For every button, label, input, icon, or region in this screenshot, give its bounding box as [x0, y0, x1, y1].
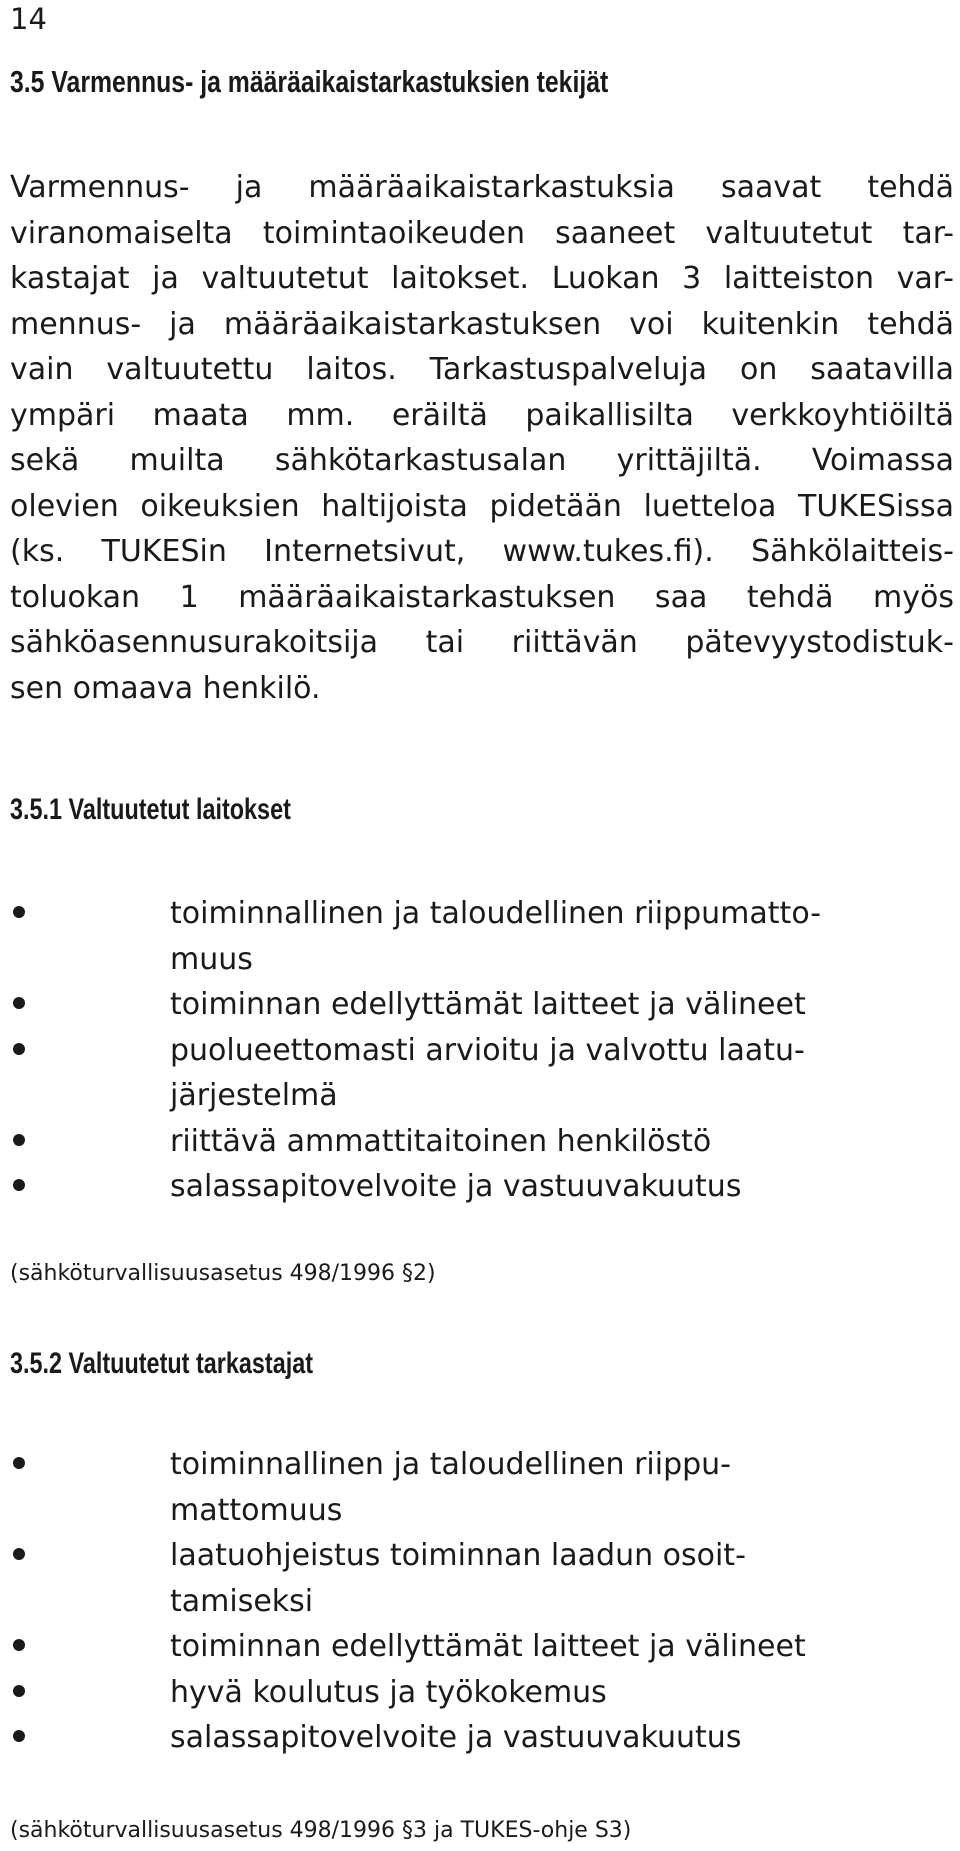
bullet-icon	[13, 1043, 25, 1055]
list-item	[10, 1670, 954, 1716]
body-line: mennus- ja määräaikaistarkastuksen voi kuitenkin tehdä	[10, 306, 954, 342]
list-item	[10, 1119, 954, 1165]
bullet-list-laitokset	[10, 891, 954, 1210]
body-line: kastajat ja valtuutetut laitokset. Luokan 3 laitteiston var-	[10, 261, 954, 296]
legal-reference: (sähköturvallisuusasetus 498/1996 §3 ja TUKES-ohje S3)	[10, 1818, 632, 1843]
bullet-icon	[13, 1639, 25, 1651]
bullet-icon	[13, 1730, 25, 1742]
bullet-icon	[13, 1457, 25, 1469]
list-item	[10, 1624, 954, 1670]
list-item	[10, 1164, 954, 1210]
list-item	[10, 1442, 954, 1533]
list-item	[10, 1533, 954, 1624]
list-item-text: puolueettomasti arvioitu ja valvottu laatu-järjestelmä	[170, 1032, 805, 1113]
list-item-text: toiminnallinen ja taloudellinen riippumatto-muus	[170, 896, 822, 977]
list-item-text: riittävä ammattitaitoinen henkilöstö	[170, 1123, 712, 1159]
body-line: olevien oikeuksien haltijoista pidetään luetteloa TUKESissa	[10, 488, 954, 524]
bullet-icon	[13, 906, 25, 918]
bullet-icon	[13, 1548, 25, 1560]
list-item-text: toiminnan edellyttämät laitteet ja välineet	[170, 1629, 806, 1664]
section-title: 3.5 Varmennus- ja määräaikaistarkastuksien tekijät	[10, 64, 609, 99]
body-line: toluokan 1 määräaikaistarkastuksen saa tehdä myös	[10, 579, 954, 615]
body-line: sähköasennusurakoitsija tai riittävän pätevyystodistuk-	[10, 625, 954, 660]
list-item-text: salassapitovelvoite ja vastuuvakuutus	[170, 1169, 742, 1204]
bullet-icon	[13, 1134, 25, 1146]
list-item	[10, 1028, 954, 1119]
body-line: ympäri maata mm. eräiltä paikallisilta verkkoyhtiöiltä	[10, 397, 954, 433]
body-paragraph	[10, 165, 954, 711]
legal-reference: (sähköturvallisuusasetus 498/1996 §2)	[10, 1261, 436, 1286]
list-item	[10, 891, 954, 982]
list-item	[10, 1715, 954, 1761]
list-item	[10, 982, 954, 1028]
body-line: vain valtuutettu laitos. Tarkastuspalveluja on saatavilla	[10, 352, 954, 387]
page-number: 14	[10, 2, 47, 36]
list-item-text: laatuohjeistus toiminnan laadun osoit-tamiseksi	[170, 1538, 746, 1619]
list-item-text: salassapitovelvoite ja vastuuvakuutus	[170, 1720, 742, 1755]
list-item-text: hyvä koulutus ja työkokemus	[170, 1674, 607, 1710]
body-line: (ks. TUKESin Internetsivut, www.tukes.fi). Sähkölaitteis-	[10, 534, 954, 569]
body-line: viranomaiselta toimintaoikeuden saaneet valtuutetut tar-	[10, 215, 954, 251]
subsection-heading-tarkastajat: 3.5.2 Valtuutetut tarkastajat	[10, 1347, 314, 1380]
body-line: sekä muilta sähkötarkastusalan yrittäjiltä. Voimassa	[10, 443, 954, 478]
subsection-heading-laitokset: 3.5.1 Valtuutetut laitokset	[10, 793, 291, 826]
bullet-icon	[13, 1179, 25, 1191]
bullet-icon	[13, 997, 25, 1009]
list-item-text: toiminnan edellyttämät laitteet ja välineet	[170, 987, 806, 1022]
body-line: sen omaava henkilö.	[10, 670, 321, 706]
bullet-list-tarkastajat	[10, 1442, 954, 1761]
bullet-icon	[13, 1685, 25, 1697]
body-line: Varmennus- ja määräaikaistarkastuksia saavat tehdä	[10, 170, 954, 205]
list-item-text: toiminnallinen ja taloudellinen riippu-mattomuus	[170, 1447, 732, 1528]
